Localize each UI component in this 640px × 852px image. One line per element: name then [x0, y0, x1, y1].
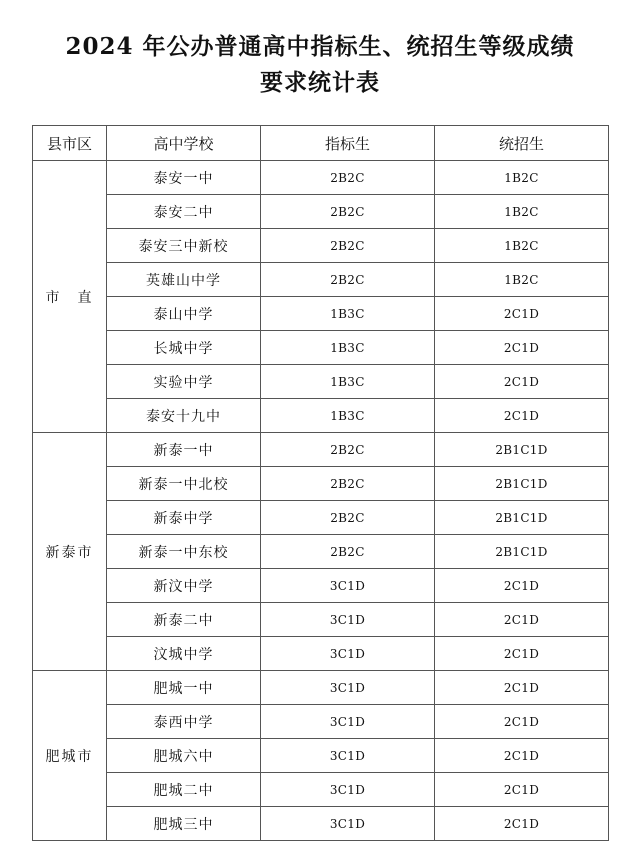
- school-cell: 肥城六中: [107, 739, 261, 773]
- general-grade-cell: 2C1D: [435, 603, 609, 637]
- school-cell: 新汶中学: [107, 569, 261, 603]
- general-grade-cell: 2B1C1D: [435, 467, 609, 501]
- table-row: [33, 195, 609, 229]
- quota-grade-cell: 2B2C: [261, 535, 435, 569]
- general-grade-cell: 2C1D: [435, 297, 609, 331]
- school-cell: 泰山中学: [107, 297, 261, 331]
- table-row: [33, 807, 609, 841]
- general-grade-cell: 2B1C1D: [435, 535, 609, 569]
- school-cell: 新泰一中: [107, 433, 261, 467]
- table-row: [33, 433, 609, 467]
- quota-grade-cell: 1B3C: [261, 331, 435, 365]
- header-school: 高中学校: [107, 126, 261, 161]
- quota-grade-cell: 2B2C: [261, 229, 435, 263]
- table-row: [33, 705, 609, 739]
- quota-grade-cell: 2B2C: [261, 263, 435, 297]
- school-cell: 泰安一中: [107, 161, 261, 195]
- county-cell: 肥城市: [33, 671, 107, 841]
- general-grade-cell: 2C1D: [435, 807, 609, 841]
- school-cell: 英雄山中学: [107, 263, 261, 297]
- school-cell: 实验中学: [107, 365, 261, 399]
- quota-grade-cell: 2B2C: [261, 433, 435, 467]
- document-title-line-1: 2024 年公办普通高中指标生、统招生等级成绩: [65, 33, 575, 60]
- quota-grade-cell: 3C1D: [261, 603, 435, 637]
- school-cell: 肥城三中: [107, 807, 261, 841]
- table-row: [33, 331, 609, 365]
- general-grade-cell: 2C1D: [435, 705, 609, 739]
- table-row: [33, 501, 609, 535]
- general-grade-cell: 2C1D: [435, 399, 609, 433]
- school-cell: 泰安三中新校: [107, 229, 261, 263]
- quota-grade-cell: 2B2C: [261, 501, 435, 535]
- school-cell: 泰安二中: [107, 195, 261, 229]
- school-cell: 新泰中学: [107, 501, 261, 535]
- quota-grade-cell: 3C1D: [261, 637, 435, 671]
- header-county: 县市区: [33, 126, 107, 161]
- school-cell: 汶城中学: [107, 637, 261, 671]
- header-general-students: 统招生: [435, 126, 609, 161]
- table-row: [33, 229, 609, 263]
- general-grade-cell: 1B2C: [435, 195, 609, 229]
- school-cell: 肥城二中: [107, 773, 261, 807]
- general-grade-cell: 2C1D: [435, 331, 609, 365]
- header-quota-students: 指标生: [261, 126, 435, 161]
- general-grade-cell: 2C1D: [435, 739, 609, 773]
- quota-grade-cell: 2B2C: [261, 161, 435, 195]
- table-row: [33, 263, 609, 297]
- grade-requirements-table: [32, 125, 609, 841]
- quota-grade-cell: 3C1D: [261, 773, 435, 807]
- quota-grade-cell: 1B3C: [261, 399, 435, 433]
- table-row: [33, 637, 609, 671]
- school-cell: 新泰一中北校: [107, 467, 261, 501]
- school-cell: 肥城一中: [107, 671, 261, 705]
- general-grade-cell: 2C1D: [435, 637, 609, 671]
- county-cell: 市 直: [33, 161, 107, 433]
- school-cell: 新泰二中: [107, 603, 261, 637]
- table-row: [33, 671, 609, 705]
- quota-grade-cell: 3C1D: [261, 671, 435, 705]
- general-grade-cell: 2C1D: [435, 569, 609, 603]
- quota-grade-cell: 1B3C: [261, 297, 435, 331]
- table-row: [33, 161, 609, 195]
- table-row: [33, 739, 609, 773]
- quota-grade-cell: 3C1D: [261, 807, 435, 841]
- quota-grade-cell: 2B2C: [261, 467, 435, 501]
- quota-grade-cell: 2B2C: [261, 195, 435, 229]
- school-cell: 新泰一中东校: [107, 535, 261, 569]
- quota-grade-cell: 3C1D: [261, 739, 435, 773]
- quota-grade-cell: 1B3C: [261, 365, 435, 399]
- table-body: [33, 161, 609, 841]
- school-cell: 泰西中学: [107, 705, 261, 739]
- general-grade-cell: 2C1D: [435, 671, 609, 705]
- table-row: [33, 535, 609, 569]
- table-row: [33, 773, 609, 807]
- document-title-line-2: 要求统计表: [260, 69, 380, 96]
- table-row: [33, 297, 609, 331]
- table-row: [33, 569, 609, 603]
- school-cell: 长城中学: [107, 331, 261, 365]
- general-grade-cell: 1B2C: [435, 229, 609, 263]
- quota-grade-cell: 3C1D: [261, 705, 435, 739]
- general-grade-cell: 2B1C1D: [435, 501, 609, 535]
- school-cell: 泰安十九中: [107, 399, 261, 433]
- general-grade-cell: 2C1D: [435, 365, 609, 399]
- general-grade-cell: 1B2C: [435, 161, 609, 195]
- quota-grade-cell: 3C1D: [261, 569, 435, 603]
- table-row: [33, 603, 609, 637]
- general-grade-cell: 2C1D: [435, 773, 609, 807]
- general-grade-cell: 1B2C: [435, 263, 609, 297]
- table-row: [33, 399, 609, 433]
- table-header-row: [33, 126, 609, 161]
- county-cell: 新泰市: [33, 433, 107, 671]
- general-grade-cell: 2B1C1D: [435, 433, 609, 467]
- table-row: [33, 365, 609, 399]
- table-row: [33, 467, 609, 501]
